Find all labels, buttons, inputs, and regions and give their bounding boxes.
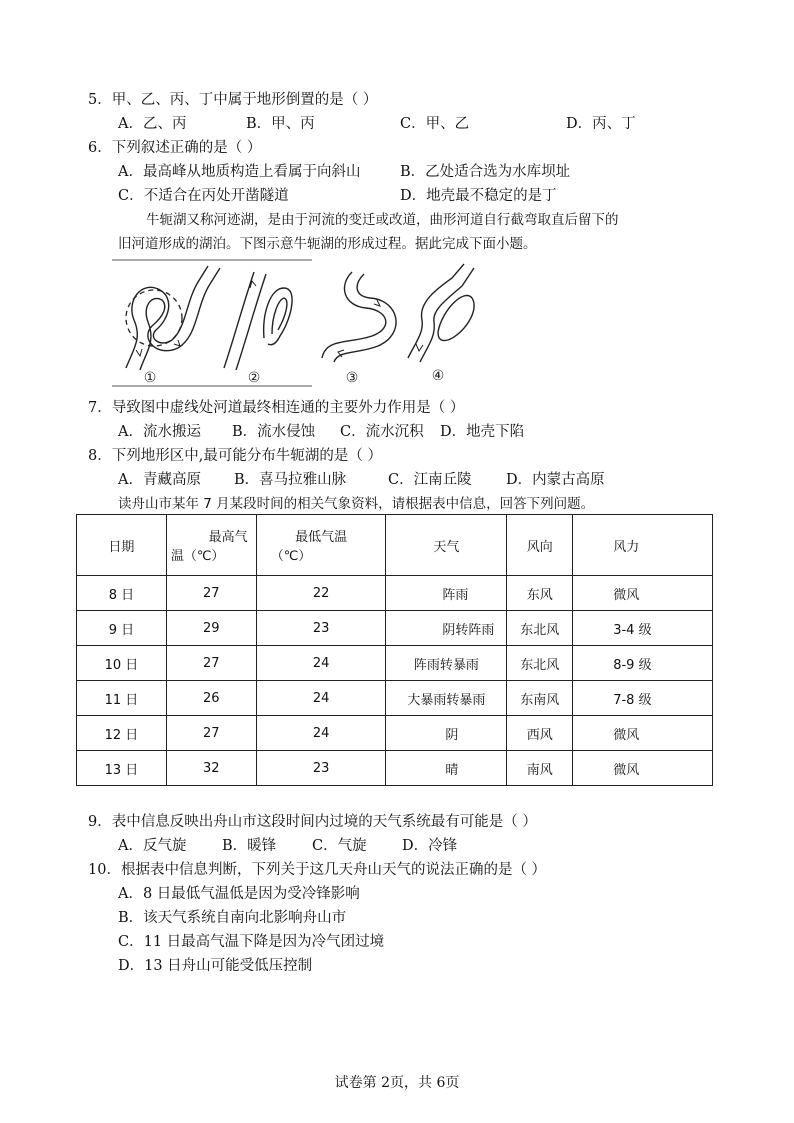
weather-table <box>76 514 713 786</box>
q6-option-b: B．乙处适合选为水库坝址 <box>400 164 571 180</box>
stage-1-river <box>126 266 220 370</box>
cell-wind-direction: 东风 <box>507 576 573 611</box>
q8-stem: 8．下列地形区中,最可能分布牛轭湖的是（ ） <box>88 448 382 464</box>
table-header-row <box>77 515 713 576</box>
q10-option-d: D．13 日舟山可能受低压控制 <box>118 958 313 974</box>
cell-min-temp: 22 <box>256 576 386 611</box>
q10-option-a: A．8 日最低气温低是因为受冷锋影响 <box>118 886 360 902</box>
header-date: 日期 <box>77 515 167 576</box>
cell-wind-direction: 西风 <box>507 716 573 751</box>
oxbow-lake-diagram <box>112 258 484 388</box>
q7-option-b: B．流水侵蚀 <box>232 424 316 440</box>
cell-max-temp: 32 <box>166 751 256 786</box>
cell-weather: 大暴雨转暴雨 <box>386 681 507 716</box>
table-row <box>77 646 713 681</box>
q7-option-a: A．流水搬运 <box>118 424 201 440</box>
table-row <box>77 716 713 751</box>
q7-stem: 7．导致图中虚线处河道最终相连通的主要外力作用是（ ） <box>88 400 465 416</box>
cell-weather: 阵雨转暴雨 <box>386 646 507 681</box>
q8-option-c: C．江南丘陵 <box>388 472 472 488</box>
cell-max-temp: 26 <box>166 681 256 716</box>
cell-wind-force: 微风 <box>573 716 713 751</box>
cell-date: 11 日 <box>77 681 167 716</box>
cell-weather: 晴 <box>386 751 507 786</box>
header-max-temp-line1: 最高气 <box>208 530 248 545</box>
header-max-temp <box>166 515 256 576</box>
header-weather: 天气 <box>386 515 507 576</box>
cell-wind-direction: 东南风 <box>507 681 573 716</box>
q5-option-c: C．甲、乙 <box>400 116 470 132</box>
table-row <box>77 576 713 611</box>
cell-weather: 阴 <box>386 716 507 751</box>
header-wind-direction: 风向 <box>507 515 573 576</box>
cell-min-temp: 23 <box>256 751 386 786</box>
q9-option-d: D．冷锋 <box>402 838 458 854</box>
stage-label-1: ① <box>143 370 157 386</box>
header-min-temp-line2: （℃） <box>270 549 312 564</box>
cell-wind-force: 微风 <box>573 751 713 786</box>
cell-wind-direction: 东北风 <box>507 646 573 681</box>
header-max-temp-line2: 温（℃） <box>170 549 225 564</box>
cell-max-temp: 29 <box>166 611 256 646</box>
header-wind-force: 风力 <box>573 515 713 576</box>
q6-option-d: D．地壳最不稳定的是丁 <box>400 188 557 204</box>
table-row <box>77 751 713 786</box>
cell-date: 13 日 <box>77 751 167 786</box>
q7-option-c: C．流水沉积 <box>340 424 424 440</box>
header-min-temp <box>256 515 386 576</box>
intro1-line2: 旧河道形成的湖泊。下图示意牛轭湖的形成过程。据此完成下面小题。 <box>118 236 537 252</box>
cell-date: 9 日 <box>77 611 167 646</box>
stage-3-river <box>322 272 396 362</box>
q5-option-d: D．丙、丁 <box>566 116 636 132</box>
stage-4-river <box>408 264 474 362</box>
cell-wind-force: 3-4 级 <box>573 611 713 646</box>
cell-min-temp: 23 <box>256 611 386 646</box>
cell-weather: 阴转阵雨 <box>386 611 507 646</box>
q5-stem: 5．甲、乙、丙、丁中属于地形倒置的是（ ） <box>88 92 378 108</box>
q9-stem: 9．表中信息反映出舟山市这段时间内过境的天气系统最有可能是（ ） <box>88 814 537 830</box>
stage-2-river <box>224 272 292 370</box>
cell-date: 8 日 <box>77 576 167 611</box>
q10-option-c: C．11 日最高气温下降是因为冷气团过境 <box>118 934 385 950</box>
cell-min-temp: 24 <box>256 716 386 751</box>
oxbow-lake-figure <box>112 258 445 388</box>
stage-label-3: ③ <box>345 370 359 386</box>
stage-label-4: ④ <box>431 368 445 384</box>
q9-option-c: C．气旋 <box>312 838 367 854</box>
stage-label-2: ② <box>247 370 261 386</box>
cell-wind-direction: 南风 <box>507 751 573 786</box>
cell-max-temp: 27 <box>166 646 256 681</box>
q8-option-b: B．喜马拉雅山脉 <box>234 472 347 488</box>
q6-option-c: C．不适合在丙处开凿隧道 <box>118 188 289 204</box>
cell-date: 12 日 <box>77 716 167 751</box>
q10-option-b: B．该天气系统自南向北影响舟山市 <box>118 910 347 926</box>
q8-option-a: A．青藏高原 <box>118 472 201 488</box>
cell-min-temp: 24 <box>256 681 386 716</box>
q6-option-a: A．最高峰从地质构造上看属于向斜山 <box>118 164 361 180</box>
q6-stem: 6．下列叙述正确的是（ ） <box>88 140 262 156</box>
intro1-line1: 牛轭湖又称河迹湖，是由于河流的变迁或改道，曲形河道自行截弯取直后留下的 <box>146 212 619 228</box>
q9-option-a: A．反气旋 <box>118 838 187 854</box>
q10-stem: 10．根据表中信息判断，下列关于这几天舟山天气的说法正确的是（ ） <box>88 862 547 878</box>
cell-min-temp: 24 <box>256 646 386 681</box>
q5-option-b: B．甲、丙 <box>246 116 315 132</box>
cell-wind-force: 微风 <box>573 576 713 611</box>
q5-option-a: A．乙、丙 <box>118 116 187 132</box>
page-footer: 试卷第 2页，共 6页 <box>334 1075 460 1091</box>
cell-wind-force: 8-9 级 <box>573 646 713 681</box>
cell-date: 10 日 <box>77 646 167 681</box>
table-row <box>77 611 713 646</box>
cell-weather: 阵雨 <box>386 576 507 611</box>
cell-wind-force: 7-8 级 <box>573 681 713 716</box>
q9-option-b: B．暖锋 <box>222 838 277 854</box>
q7-option-d: D．地壳下陷 <box>440 424 525 440</box>
intro2: 读舟山市某年 7 月某段时间的相关气象资料，请根据表中信息，回答下列问题。 <box>118 496 595 512</box>
cell-wind-direction: 东北风 <box>507 611 573 646</box>
q8-option-d: D．内蒙古高原 <box>506 472 605 488</box>
cell-max-temp: 27 <box>166 576 256 611</box>
table-row <box>77 681 713 716</box>
cell-max-temp: 27 <box>166 716 256 751</box>
header-min-temp-line1: 最低气温 <box>295 530 348 545</box>
